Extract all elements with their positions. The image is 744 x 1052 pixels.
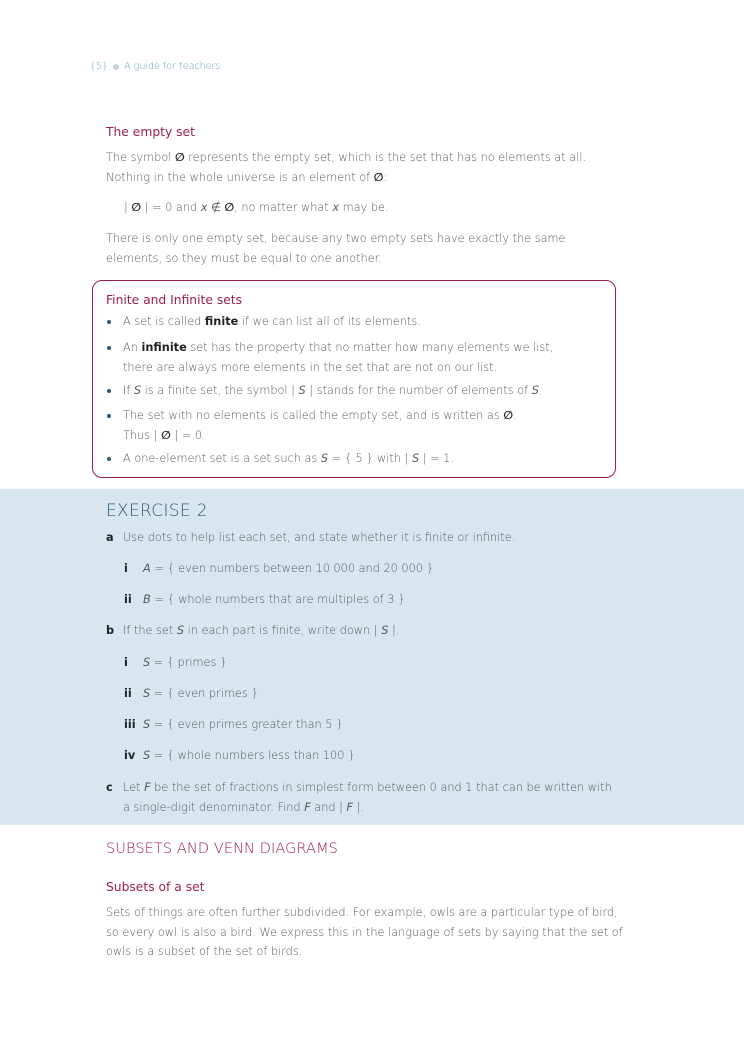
- question-label: ii: [124, 687, 132, 700]
- empty-set-para-1: [106, 148, 586, 187]
- exercise-title: EXERCISE 2: [106, 501, 208, 521]
- empty-set-formula: | ∅ | = 0 and x ∉ ∅, no matter what x may be.: [124, 201, 389, 214]
- text-line: owls is a subset of the set of birds.: [106, 945, 303, 958]
- text-line: so every owl is also a bird. We express this in the language of sets by saying that the set of: [106, 925, 623, 939]
- bullet-icon: [107, 346, 111, 350]
- question-text: S = { even primes greater than 5 }: [143, 718, 344, 731]
- question-label: a: [106, 531, 114, 544]
- bullet-icon: [107, 320, 111, 324]
- running-head-title: A guide for teachers: [124, 61, 221, 72]
- question-b-iv: [124, 746, 355, 766]
- list-item: [106, 449, 454, 469]
- question-label: c: [106, 781, 113, 794]
- key-box-title: Finite and Infinite sets: [106, 293, 243, 307]
- question-text: If the set S in each part is finite, write down | S |.: [123, 624, 400, 637]
- bullet-text: A set is called finite if we can list all of its elements.: [123, 315, 421, 328]
- question-text: Use dots to help list each set, and state whether it is finite or infinite.: [123, 531, 516, 544]
- question-c: [106, 778, 612, 817]
- text-line: There is only one empty set, because any two empty sets have exactly the same: [106, 232, 566, 245]
- question-b-i: [124, 653, 227, 673]
- text-line: The symbol ∅ represents the empty set, which is the set that has no elements at all.: [106, 151, 587, 164]
- list-item: [106, 381, 542, 401]
- bullet-text: A one-element set is a set such as S = { 5 } with | S | = 1.: [123, 452, 454, 465]
- question-label: i: [124, 656, 128, 669]
- bullet-icon: [107, 389, 111, 393]
- question-label: iii: [124, 718, 136, 731]
- question-a-ii: [124, 590, 405, 610]
- subsets-paragraph: [106, 903, 623, 962]
- running-head: [90, 61, 220, 72]
- list-item: [106, 312, 421, 332]
- question-a-i: [124, 559, 434, 579]
- question-a: [106, 528, 515, 548]
- empty-set-para-2: [106, 229, 566, 268]
- section-heading: SUBSETS AND VENN DIAGRAMS: [106, 841, 338, 857]
- text-line: Sets of things are often further subdivided. For example, owls are a particular type of bird,: [106, 906, 618, 919]
- question-b: [106, 621, 399, 641]
- question-text: S = { even primes }: [143, 687, 259, 700]
- bullet-text: If S is a finite set, the symbol | S | stands for the number of elements of S.: [123, 384, 543, 397]
- question-text: A = { even numbers between 10 000 and 20 000 }: [143, 562, 434, 575]
- question-b-ii: [124, 684, 259, 704]
- question-label: iv: [124, 749, 136, 762]
- text-line: elements, so they must be equal to one another.: [106, 251, 382, 265]
- key-concept-box: [92, 280, 616, 478]
- question-text: S = { whole numbers less than 100 }: [143, 749, 356, 762]
- question-text: Let F be the set of fractions in simplest form between 0 and 1 that can be written with a single-digit denominator. Find F and | F |.: [123, 781, 612, 814]
- subsets-subheading: Subsets of a set: [106, 880, 205, 894]
- question-label: ii: [124, 593, 132, 606]
- question-label: i: [124, 562, 128, 575]
- bullet-icon: [107, 414, 111, 418]
- list-item: [106, 338, 553, 377]
- text-line: Nothing in the whole universe is an element of ∅:: [106, 170, 388, 184]
- question-text: S = { primes }: [143, 656, 228, 669]
- page-number: {5}: [90, 61, 109, 72]
- empty-set-heading: The empty set: [106, 125, 195, 139]
- separator-dot-icon: [113, 64, 119, 70]
- bullet-text: The set with no elements is called the empty set, and is written as ∅. Thus | ∅ | = 0.: [123, 409, 517, 442]
- question-text: B = { whole numbers that are multiples of 3 }: [143, 593, 406, 606]
- question-label: b: [106, 624, 115, 637]
- bullet-icon: [107, 457, 111, 461]
- question-b-iii: [124, 715, 343, 735]
- bullet-text: An infinite set has the property that no matter how many elements we list, there are always more elements in the set that are not on our list.: [123, 341, 554, 374]
- list-item: [106, 406, 517, 445]
